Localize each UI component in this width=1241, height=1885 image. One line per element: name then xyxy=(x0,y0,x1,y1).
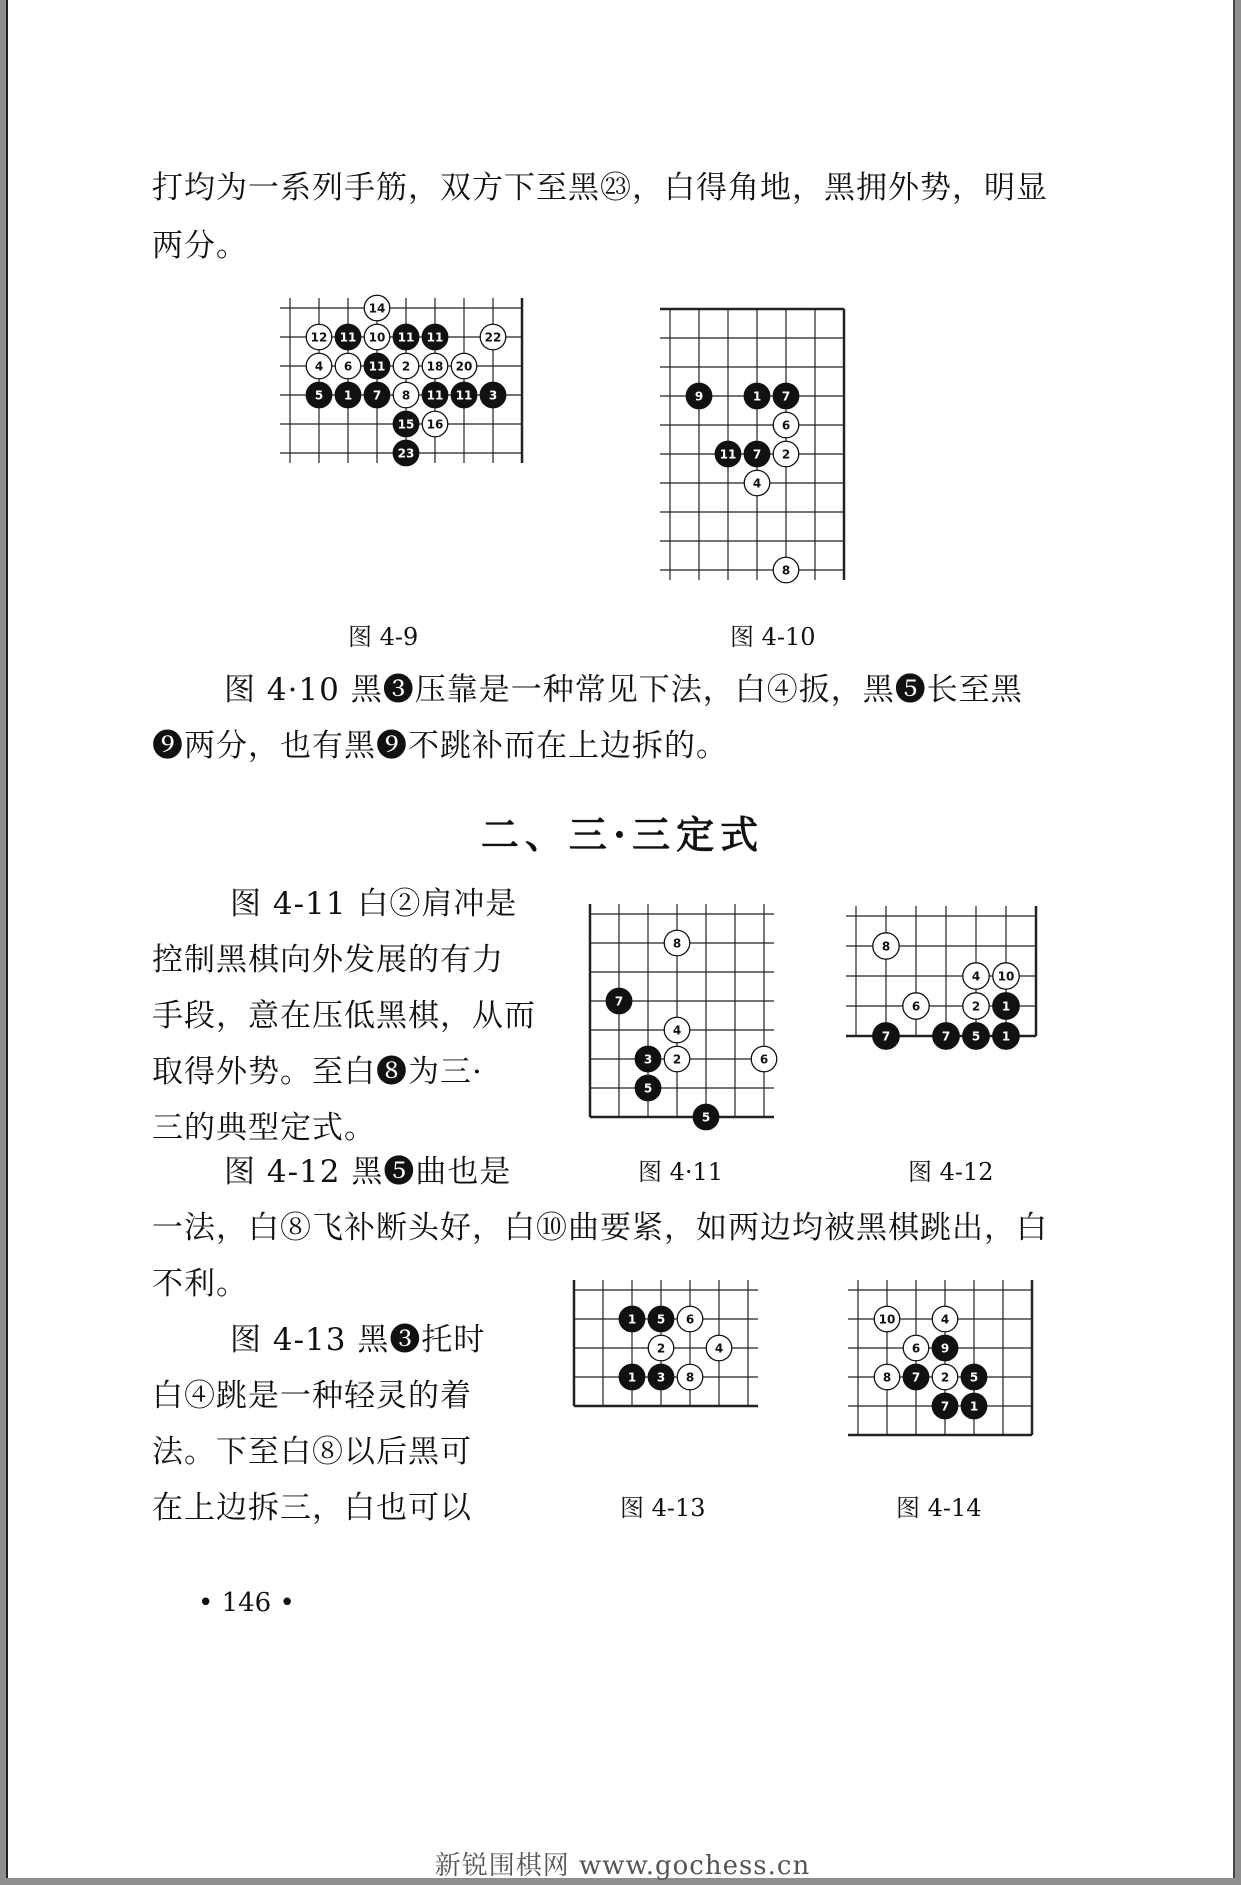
black-stone xyxy=(393,324,419,350)
stone-move-number: 1 xyxy=(969,1399,979,1414)
stone-move-number: 11 xyxy=(719,447,737,462)
stone-move-number: 7 xyxy=(911,1370,921,1385)
black-stone xyxy=(364,382,390,408)
white-stone xyxy=(393,382,419,408)
white-stone xyxy=(393,353,419,379)
stone-move-number: 12 xyxy=(310,330,328,345)
stone-move-number: 11 xyxy=(397,330,415,345)
stone-move-number: 4 xyxy=(672,1023,682,1038)
paragraph-1-line-1: 打均为一系列手筋，双方下至黑㉓，白得角地，黑拥外势，明显 xyxy=(152,170,1048,206)
white-stone xyxy=(664,1017,690,1043)
stone-move-number: 7 xyxy=(940,1399,950,1414)
stone-move-number: 6 xyxy=(911,999,921,1014)
white-stone xyxy=(773,412,799,438)
white-stone xyxy=(773,441,799,467)
black-stone xyxy=(335,382,361,408)
black-stone xyxy=(393,411,419,437)
white-stone xyxy=(664,1046,690,1072)
stone-move-number: 4 xyxy=(752,476,762,491)
stone-move-number: 5 xyxy=(971,1029,981,1044)
white-stone xyxy=(932,1306,958,1332)
stone-move-number: 8 xyxy=(685,1370,695,1385)
go-diagram-fig-4-11 xyxy=(570,884,794,1137)
black-stone xyxy=(364,353,390,379)
stone-move-number: 20 xyxy=(455,359,473,374)
white-stone xyxy=(306,353,332,379)
black-stone xyxy=(648,1364,674,1390)
website-footer: 新锐围棋网 www.gochess.cn xyxy=(434,1851,811,1881)
caption-fig-4-9: 图 4-9 xyxy=(348,623,419,651)
paragraph-5-line-1: 图 4-13 黑❸托时 xyxy=(230,1322,486,1358)
stone-move-number: 9 xyxy=(694,389,704,404)
paragraph-5-line-4: 在上边拆三，白也可以 xyxy=(152,1490,472,1526)
white-stone xyxy=(751,1046,777,1072)
stone-move-number: 7 xyxy=(614,994,624,1009)
stone-move-number: 2 xyxy=(672,1052,682,1067)
black-stone xyxy=(933,1023,959,1049)
stone-move-number: 23 xyxy=(397,446,415,461)
white-stone xyxy=(874,1306,900,1332)
paragraph-3-line-1: 图 4-11 白②肩冲是 xyxy=(230,886,518,922)
paragraph-5-line-3: 法。下至白⑧以后黑可 xyxy=(152,1434,472,1470)
white-stone xyxy=(335,353,361,379)
black-stone xyxy=(335,324,361,350)
stone-move-number: 5 xyxy=(701,1110,711,1125)
stone-move-number: 1 xyxy=(627,1312,637,1327)
go-diagram-fig-4-9 xyxy=(260,278,542,483)
go-diagram-fig-4-14 xyxy=(828,1260,1052,1455)
stone-move-number: 5 xyxy=(656,1312,666,1327)
stone-move-number: 5 xyxy=(643,1081,653,1096)
stone-move-number: 7 xyxy=(781,389,791,404)
stone-move-number: 1 xyxy=(1001,1029,1011,1044)
white-stone xyxy=(364,324,390,350)
black-stone xyxy=(873,1023,899,1049)
white-stone xyxy=(903,993,929,1019)
stone-move-number: 2 xyxy=(656,1341,666,1356)
stone-move-number: 15 xyxy=(397,417,415,432)
black-stone xyxy=(932,1335,958,1361)
white-stone xyxy=(993,963,1019,989)
stone-move-number: 3 xyxy=(488,388,498,403)
grid-lines xyxy=(280,298,522,463)
black-stone xyxy=(993,1023,1019,1049)
white-stone xyxy=(744,470,770,496)
black-stone xyxy=(606,988,632,1014)
paragraph-3-line-4: 取得外势。至白❽为三· xyxy=(152,1054,483,1090)
stone-move-number: 11 xyxy=(455,388,473,403)
stone-move-number: 7 xyxy=(752,447,762,462)
white-stone xyxy=(306,324,332,350)
paragraph-2-line-1: 图 4·10 黑❸压靠是一种常见下法，白④扳，黑❺长至黑 xyxy=(224,672,1023,708)
stone-move-number: 4 xyxy=(314,359,324,374)
stone-move-number: 4 xyxy=(940,1312,950,1327)
section-heading: 二、三·三定式 xyxy=(480,812,765,857)
black-stone xyxy=(961,1364,987,1390)
paragraph-4-line-1: 图 4-12 黑❺曲也是 xyxy=(224,1154,512,1190)
white-stone xyxy=(903,1335,929,1361)
stone-move-number: 8 xyxy=(672,936,682,951)
black-stone xyxy=(480,382,506,408)
stone-move-number: 8 xyxy=(781,563,791,578)
black-stone xyxy=(744,441,770,467)
go-diagram-fig-4-10 xyxy=(640,289,864,600)
stone-move-number: 6 xyxy=(759,1052,769,1067)
black-stone xyxy=(619,1364,645,1390)
black-stone xyxy=(903,1364,929,1390)
stone-move-number: 6 xyxy=(685,1312,695,1327)
black-stone xyxy=(422,382,448,408)
stone-move-number: 2 xyxy=(940,1370,950,1385)
white-stone xyxy=(364,295,390,321)
stone-move-number: 10 xyxy=(997,969,1015,984)
paragraph-4-line-2: 一法，白⑧飞补断头好，白⑩曲要紧，如两边均被黑棋跳出，白 xyxy=(152,1210,1048,1246)
caption-fig-4-13: 图 4-13 xyxy=(620,1494,706,1522)
white-stone xyxy=(874,1364,900,1390)
caption-fig-4-10: 图 4-10 xyxy=(730,623,816,651)
paragraph-4-line-3: 不利。 xyxy=(152,1266,248,1302)
caption-fig-4-11: 图 4·11 xyxy=(638,1158,724,1186)
white-stone xyxy=(677,1364,703,1390)
stone-move-number: 1 xyxy=(343,388,353,403)
stone-move-number: 11 xyxy=(368,359,386,374)
stone-move-number: 11 xyxy=(426,388,444,403)
black-stone xyxy=(932,1393,958,1419)
stone-move-number: 7 xyxy=(372,388,382,403)
black-stone xyxy=(451,382,477,408)
white-stone xyxy=(706,1335,732,1361)
page-number: • 146 • xyxy=(198,1588,295,1618)
go-diagram-fig-4-13 xyxy=(554,1260,778,1426)
stone-move-number: 4 xyxy=(971,969,981,984)
stone-move-number: 9 xyxy=(940,1341,950,1356)
paragraph-5-line-2: 白④跳是一种轻灵的着 xyxy=(152,1378,472,1414)
stone-move-number: 2 xyxy=(971,999,981,1014)
white-stone xyxy=(648,1335,674,1361)
stone-move-number: 2 xyxy=(781,447,791,462)
black-stone xyxy=(693,1104,719,1130)
black-stone xyxy=(773,383,799,409)
stone-move-number: 10 xyxy=(878,1312,896,1327)
stone-move-number: 8 xyxy=(401,388,411,403)
white-stone xyxy=(963,993,989,1019)
black-stone xyxy=(619,1306,645,1332)
black-stone xyxy=(635,1046,661,1072)
paragraph-3-line-2: 控制黑棋向外发展的有力 xyxy=(152,942,504,978)
black-stone xyxy=(961,1393,987,1419)
black-stone xyxy=(422,324,448,350)
white-stone xyxy=(664,930,690,956)
paragraph-3-line-5: 三的典型定式。 xyxy=(152,1110,376,1146)
black-stone xyxy=(393,440,419,466)
stone-move-number: 14 xyxy=(368,301,386,316)
stone-move-number: 11 xyxy=(339,330,357,345)
white-stone xyxy=(422,411,448,437)
stone-move-number: 16 xyxy=(426,417,444,432)
white-stone xyxy=(677,1306,703,1332)
stone-move-number: 7 xyxy=(941,1029,951,1044)
white-stone xyxy=(963,963,989,989)
stone-move-number: 6 xyxy=(911,1341,921,1356)
white-stone xyxy=(873,933,899,959)
stone-move-number: 8 xyxy=(882,1370,892,1385)
stone-move-number: 6 xyxy=(343,359,353,374)
stone-move-number: 1 xyxy=(752,389,762,404)
stone-move-number: 7 xyxy=(881,1029,891,1044)
black-stone xyxy=(715,441,741,467)
stone-move-number: 1 xyxy=(627,1370,637,1385)
black-stone xyxy=(648,1306,674,1332)
paragraph-3-line-3: 手段，意在压低黑棋，从而 xyxy=(152,998,536,1034)
white-stone xyxy=(451,353,477,379)
stone-move-number: 10 xyxy=(368,330,386,345)
stone-move-number: 5 xyxy=(314,388,324,403)
black-stone xyxy=(993,993,1019,1019)
stone-move-number: 2 xyxy=(401,359,411,374)
stone-move-number: 11 xyxy=(426,330,444,345)
paragraph-1-line-2: 两分。 xyxy=(152,228,248,264)
go-diagram-fig-4-12 xyxy=(826,886,1056,1056)
stone-move-number: 22 xyxy=(484,330,502,345)
stone-move-number: 1 xyxy=(1001,999,1011,1014)
black-stone xyxy=(635,1075,661,1101)
white-stone xyxy=(480,324,506,350)
stone-move-number: 3 xyxy=(656,1370,666,1385)
stone-move-number: 3 xyxy=(643,1052,653,1067)
stone-move-number: 6 xyxy=(781,418,791,433)
black-stone xyxy=(744,383,770,409)
book-page xyxy=(6,0,1235,1881)
stone-move-number: 18 xyxy=(426,359,444,374)
white-stone xyxy=(773,557,799,583)
white-stone xyxy=(422,353,448,379)
black-stone xyxy=(306,382,332,408)
stone-move-number: 5 xyxy=(969,1370,979,1385)
stone-move-number: 8 xyxy=(881,939,891,954)
black-stone xyxy=(686,383,712,409)
stone-move-number: 4 xyxy=(714,1341,724,1356)
black-stone xyxy=(963,1023,989,1049)
paragraph-2-line-2: ❾两分，也有黑❾不跳补而在上边拆的。 xyxy=(152,728,728,764)
caption-fig-4-12: 图 4-12 xyxy=(908,1158,994,1186)
caption-fig-4-14: 图 4-14 xyxy=(896,1494,982,1522)
white-stone xyxy=(932,1364,958,1390)
